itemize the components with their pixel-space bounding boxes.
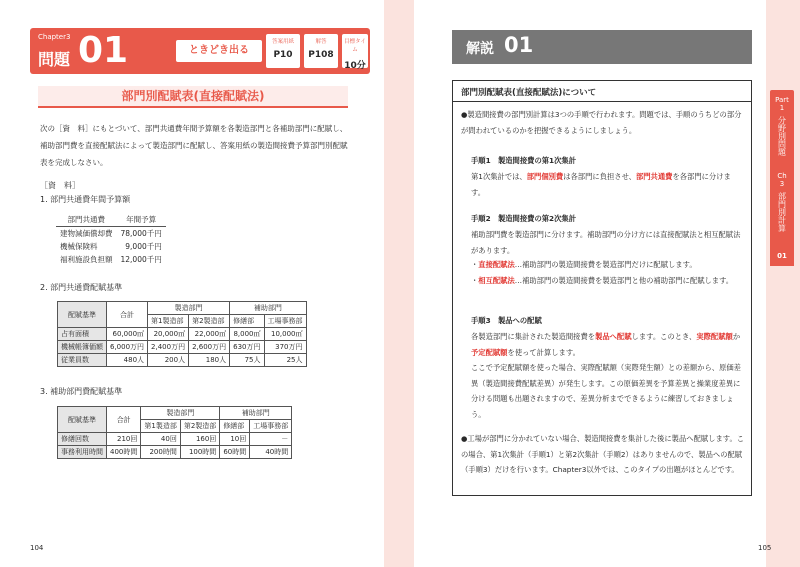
explanation-header: [452, 30, 752, 64]
page-edge-left: [384, 0, 400, 567]
table-row: 機械保険料 9,000千円: [60, 242, 162, 251]
table-row: 福利施設負担額 12,000千円: [60, 255, 162, 264]
shiryo-heading: ［資 料］: [40, 181, 80, 190]
explanation-box: [452, 80, 752, 496]
problem-number: 01: [78, 30, 129, 71]
table-row: 建物減価償却費 78,000千円: [60, 229, 162, 238]
step-2-mutual: ・相互配賦法…補助部門の製造間接費を製造部門と他の補助部門に配賦します。: [471, 276, 734, 285]
table-row: 従業員数 480人 200人 180人 75人 25人: [58, 354, 307, 367]
step-2-text: 補助部門費を製造部門に分けます。補助部門の分け方には直接配賦法と相互配賦法があります。: [471, 230, 741, 255]
box-title: 部門別配賦表(直接配賦法)について: [461, 88, 597, 98]
problem-header: [30, 28, 370, 74]
problem-paragraph: 次の［資 料］にもとづいて、部門共通費年間予算額を各製造部門と各補助部門に配賦し、補助部門費を直接配賦法によって製造部門に配賦し、答案用紙の製造間接費予算部門別配賦表を完成しなさい。: [40, 124, 348, 167]
section-3-heading: 3. 補助部門費配賦基準: [40, 387, 123, 396]
common-cost-table: 部門共通費 年間予算 建物減価償却費 78,000千円 機械保険料 9,000千円 福利施設負担額 12,000千円: [56, 213, 166, 266]
table-row: 機械帳簿価額 6,000万円 2,400万円 2,600万円 630万円 370万円: [58, 341, 307, 354]
step-2-heading: 手順2 製造間接費の第2次集計: [471, 214, 577, 223]
chapter-label: Chapter3: [38, 33, 71, 41]
info-target-time: 目標タイム 10分: [342, 34, 368, 68]
step-3-detail: ここで予定配賦額を使った場合、実際配賦額（実際発生額）との差額から、原価差異（製造間接費配賦差異）が発生します。この原価差異を予算差異と操業度差異に分ける問題も出題されますので、差異分析までできるように練習しておきましょう。: [471, 363, 741, 419]
table-row: 占有面積 60,000㎡ 20,000㎡ 22,000㎡ 8,000㎡ 10,000㎡: [58, 328, 307, 341]
page-number-left: 104: [30, 544, 44, 552]
problem-title: 部門別配賦表(直接配賦法): [38, 86, 348, 108]
info-answer-sheet: 答案用紙 P10: [266, 34, 300, 68]
explanation-number: 01: [504, 33, 534, 57]
step-3-text: 各製造部門に集計された製造間接費を製品へ配賦します。このとき、実際配賦額か予定配賦額を使って計算します。: [471, 332, 741, 357]
mondai-label: 問題: [38, 50, 71, 69]
page-number-right: 105: [758, 544, 772, 552]
table-row: 修繕回数 210回 40回 160回 10回 －: [58, 433, 292, 446]
bullet-2: ●工場が部門に分かれていない場合、製造間接費を集計した後に製品へ配賦します。この場合、第1次集計（手順1）と第2次集計（手順2）はありませんので、製品への配賦（手順3）だけを行います。Chapter3以外では、このタイプの出題がほとんどです。: [461, 434, 745, 474]
index-tab-part: Part 1 分野別問題: [770, 90, 794, 180]
page-edge-index: [766, 0, 800, 567]
index-tab-number: 01: [770, 252, 794, 266]
section-1-heading: 1. 部門共通費年間予算額: [40, 195, 131, 204]
section-2-heading: 2. 部門共通費配賦基準: [40, 283, 123, 292]
step-1-heading: 手順1 製造間接費の第1次集計: [471, 156, 577, 165]
step-2-direct: ・直接配賦法…補助部門の製造間接費を製造部門だけに配賦します。: [471, 260, 697, 269]
kaisetsu-label: 解説: [466, 41, 494, 57]
index-tab-chapter: Ch 3 部門別計算: [770, 168, 794, 266]
step-3-heading: 手順3 製品への配賦: [471, 316, 542, 325]
info-answer: 解答 P108: [304, 34, 338, 68]
page-edge-right: [400, 0, 414, 567]
frequency-tag: ときどき出る: [176, 40, 262, 62]
step-1-text: 第1次集計では、部門個別費は各部門に負担させ、部門共通費を各部門に分けます。: [471, 172, 731, 197]
table-row: 事務利用時間 400時間 200時間 100時間 60時間 40時間: [58, 446, 292, 459]
bullet-1: ●製造間接費の部門別計算は3つの手順で行われます。問題では、手順のうちどの部分が問われているのかを把握できるようにしましょう。: [461, 110, 742, 135]
common-cost-basis-table: 配賦基準 合計 製造部門 補助部門 第1製造部 第2製造部 修繕部 工場事務部 占有面積 60,000㎡ 20,000㎡ 22,000㎡ 8,000㎡ 10,000㎡ 機械帳簿価額 6,000万円 2,400万円 2,600万円 630万円 370万円 従業員数 480人 200人 180人 75人 25人: [57, 301, 307, 367]
aux-cost-basis-table: 配賦基準 合計 製造部門 補助部門 第1製造部 第2製造部 修繕部 工場事務部 修繕回数 210回 40回 160回 10回 － 事務利用時間 400時間 200時間 100時間 60時間 40時間: [57, 406, 292, 459]
